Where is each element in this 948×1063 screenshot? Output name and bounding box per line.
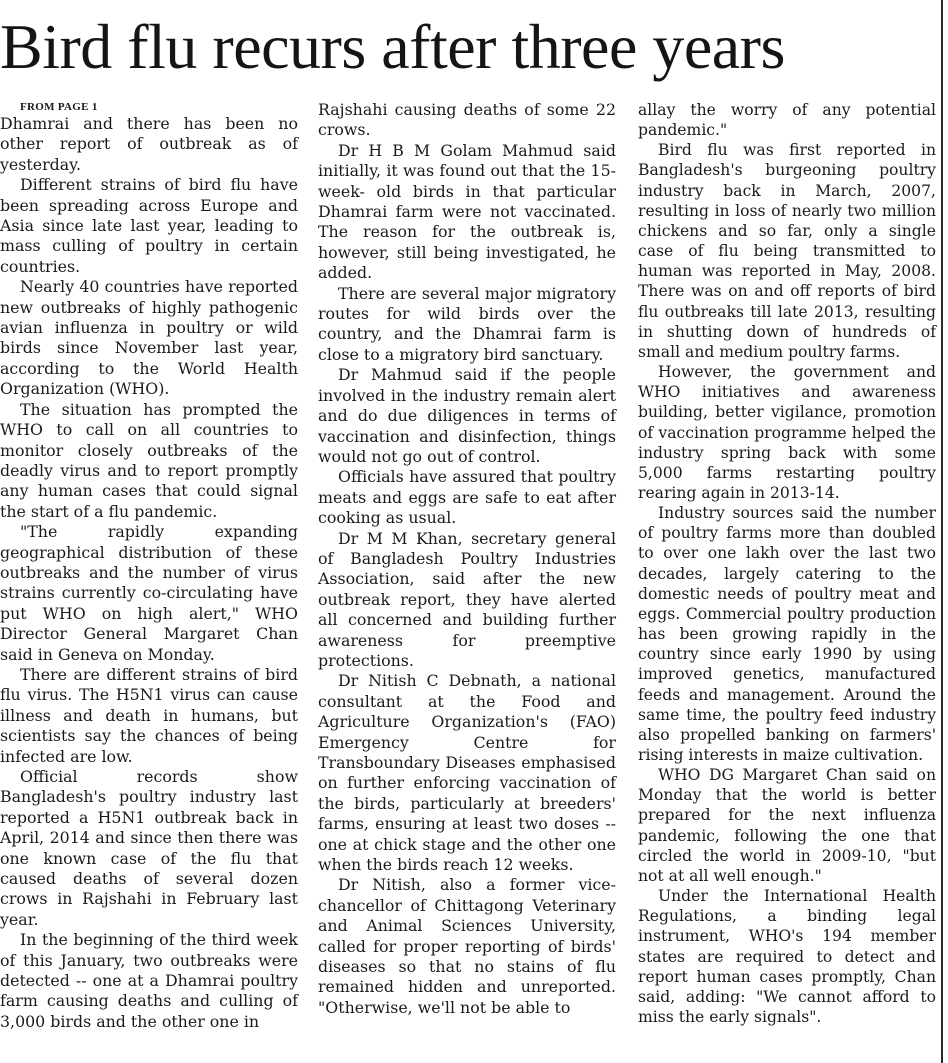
paragraph: allay the worry of any potential pandemic." [638,101,936,140]
paragraph: Dhamrai and there has been no other report of outbreak as of yesterday. [0,114,298,174]
paragraph: Different strains of bird flu have been spreading across Europe and Asia since late last year, leading to mass culling of poultry in certain countries. [0,175,298,276]
article-column-2 [318,100,616,1018]
article-column-1 [0,100,298,1032]
paragraph: WHO DG Margaret Chan said on Monday that the world is better prepared for the next influenza pandemic, following the one that circled the world in 2009-10, "but not at all well enough." [638,766,936,885]
paragraph: Bird flu was first reported in Bangladesh's burgeoning poultry industry back in March, 2007, resulting in loss of nearly two million chickens and so far, only a single case of flu being transmitted to human was reported in May, 2008. There was on and off reports of bird flu outbreaks till late 2013, resulting in shutting down of hundreds of small and medium poultry farms. [638,141,936,361]
paragraph: However, the government and WHO initiatives and awareness building, better vigilance, promotion of vaccination programme helped the industry spring back with some 5,000 farms restarting poultry rearing again in 2013-14. [638,363,936,502]
headline: Bird flu recurs after three years [0,11,785,82]
paragraph: Dr M M Khan, secretary general of Bangladesh Poultry Industries Association, said after the new outbreak report, they have alerted all concerned and building further awareness for preemptive protections. [318,528,616,670]
paragraph: "The rapidly expanding geographical distribution of these outbreaks and the number of virus strains currently co-circulating have put WHO on high alert," WHO Director General Margaret Chan said in Geneva on Monday. [0,522,298,664]
paragraph: Dr Mahmud said if the people involved in the industry remain alert and do due diligences in terms of vaccination and disinfection, things would not go out of control. [318,365,616,466]
paragraph: Under the International Health Regulations, a binding legal instrument, WHO's 194 member states are required to detect and report human cases promptly, Chan said, adding: "We cannot afford to miss the early signals". [638,887,936,1027]
continued-from-kicker: FROM PAGE 1 [20,101,98,113]
paragraph: Dr Nitish, also a former vice-chancellor of Chittagong Veterinary and Animal Sciences University, called for proper reporting of birds' diseases so that no stains of flu remained hidden and unreported. "Otherwise, we'll not be able to [318,875,616,1017]
paragraph: Official records show Bangladesh's poultry industry last reported a H5N1 outbreak back in April, 2014 and since then there was one known case of the flu that caused deaths of several dozen crows in Rajshahi in February last year. [0,767,298,929]
paragraph: Officials have assured that poultry meats and eggs are safe to eat after cooking as usual. [318,467,616,528]
paragraph: Dr H B M Golam Mahmud said initially, it was found out that the 15-week- old birds in that particular Dhamrai farm were not vaccinated. The reason for the outbreak is, however, still being investigated, he added. [318,140,616,283]
paragraph: There are different strains of bird flu virus. The H5N1 virus can cause illness and death in humans, but scientists say the chances of being infected are low. [0,664,298,766]
column-rule [941,0,943,1063]
paragraph: Nearly 40 countries have reported new outbreaks of highly pathogenic avian influenza in poultry or wild birds since November last year, according to the World Health Organization (WHO). [0,277,298,399]
paragraph: Dr Nitish C Debnath, a national consultant at the Food and Agriculture Organization's (FAO) Emergency Centre for Transboundary Diseases emphasised on further enforcing vaccination of the birds, particularly at breeders' farms, ensuring at least two doses -- one at chick stage and the other one when the birds reach 12 weeks. [318,671,616,875]
article-column-3 [638,100,936,1027]
paragraph: Rajshahi causing deaths of some 22 crows. [318,100,616,140]
paragraph: In the beginning of the third week of this January, two outbreaks were detected -- one at a Dhamrai poultry farm causing deaths and culling of 3,000 birds and the other one in [0,930,298,1031]
paragraph: There are several major migratory routes for wild birds over the country, and the Dhamrai farm is close to a migratory bird sanctuary. [318,283,616,364]
paragraph: Industry sources said the number of poultry farms more than doubled to over one lakh over the last two decades, largely catering to the domestic needs of poultry meat and eggs. Commercial poultry production has been growing rapidly in the country since early 1990 by using improved genetics, manufactured feeds and management. Around the same time, the poultry feed industry also propelled banking on farmers' rising interests in maize cultivation. [638,504,936,764]
paragraph: The situation has prompted the WHO to call on all countries to monitor closely outbreaks of the deadly virus and to report promptly any human cases that could signal the start of a flu pandemic. [0,399,298,521]
